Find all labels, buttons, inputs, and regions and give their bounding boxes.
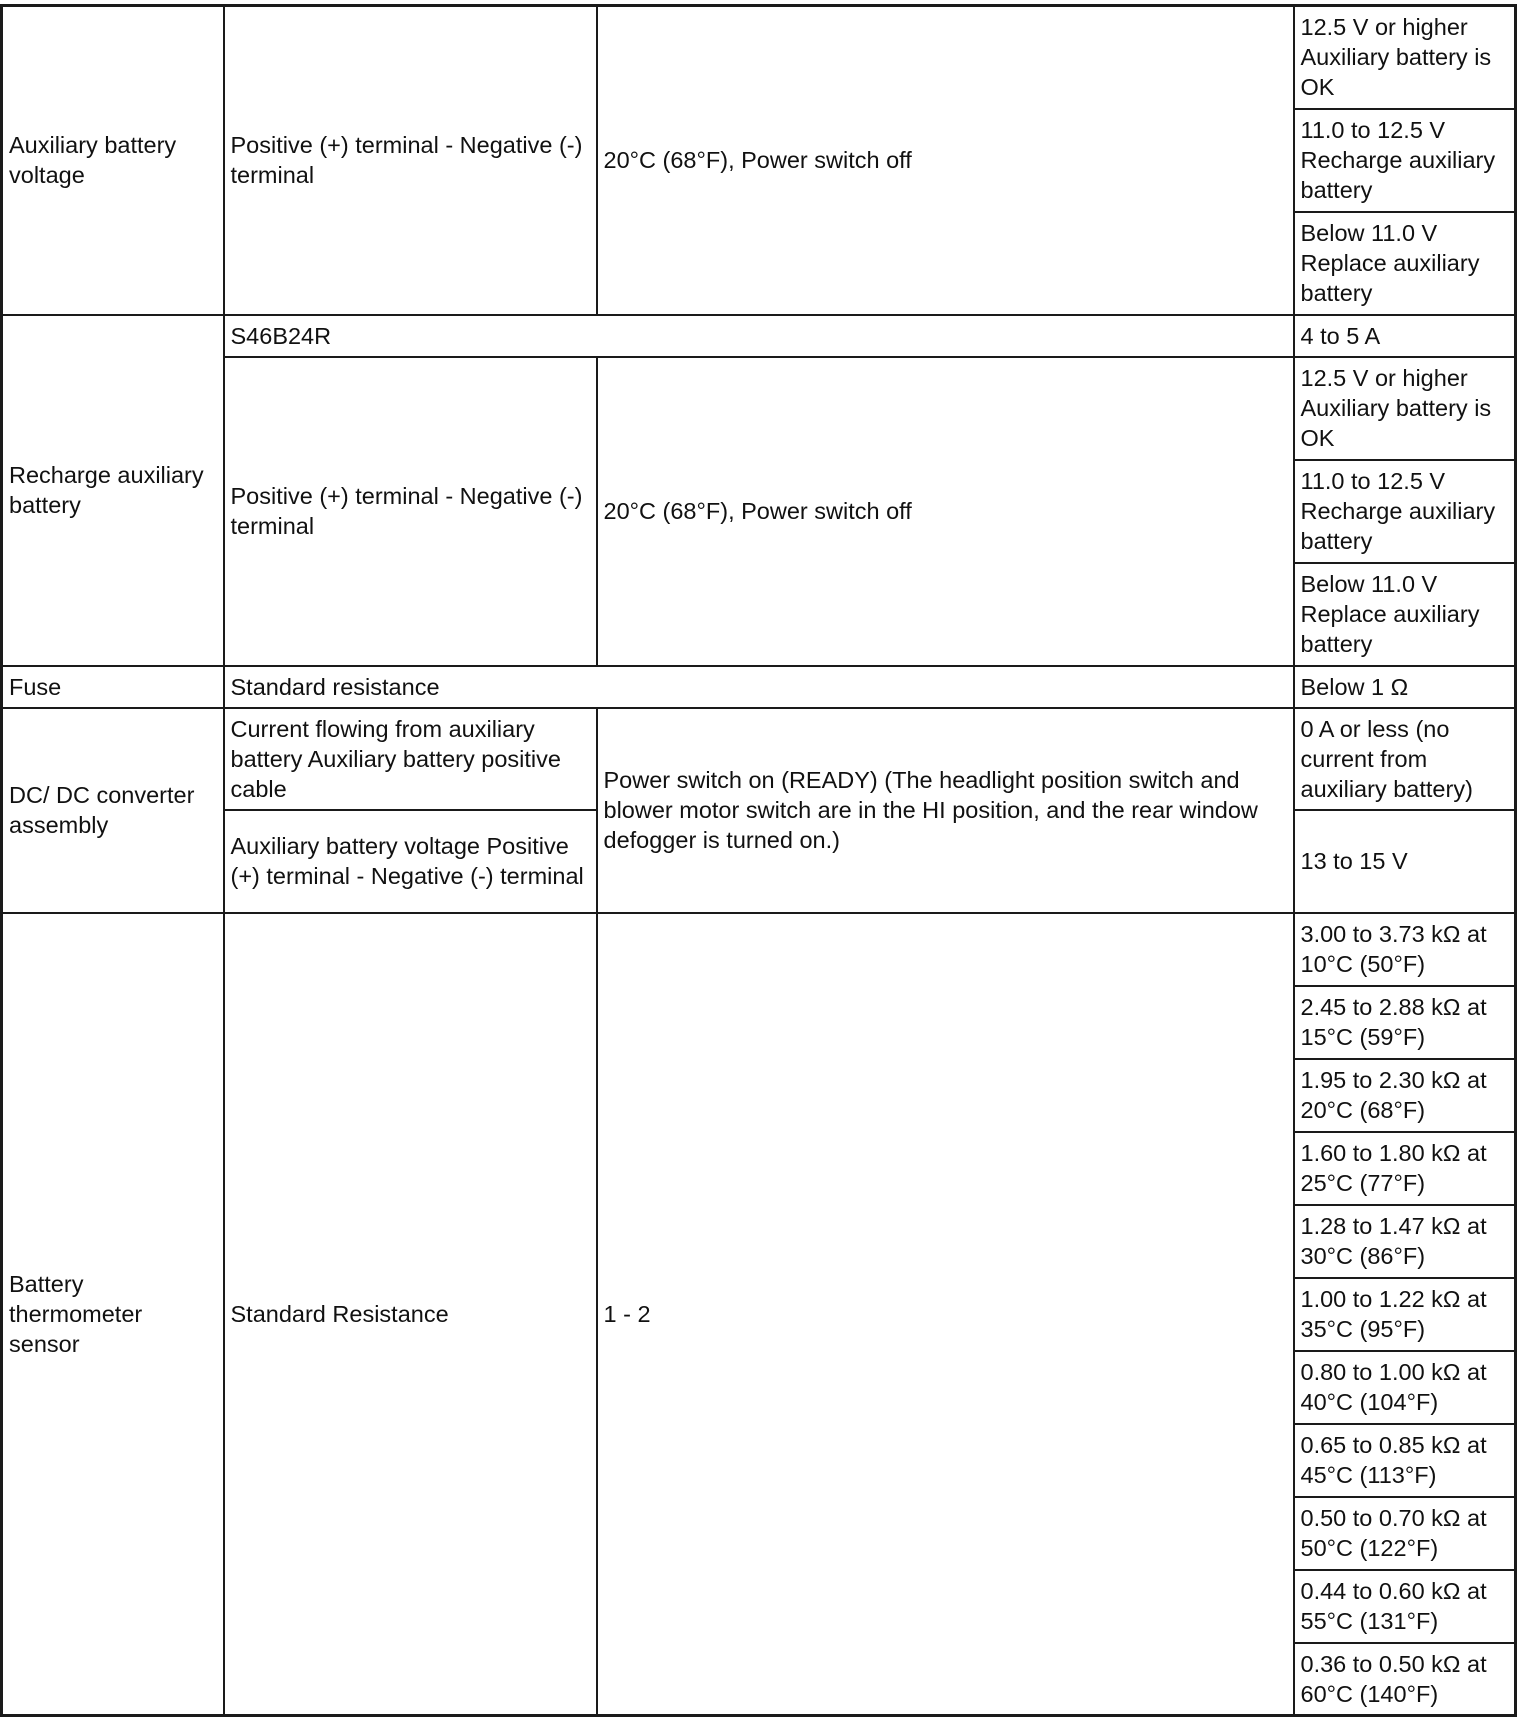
result-cell [1294,1278,1516,1351]
cell-text: 11.0 to 12.5 V Recharge auxiliary battery [1300,468,1496,554]
condition-cell [597,357,1294,666]
result-cell [1294,1570,1516,1643]
cell-text: 0.80 to 1.00 kΩ at 40°C (104°F) [1300,1359,1487,1415]
condition-cell [224,666,1294,708]
connection-cell [224,810,597,913]
connection-cell [224,357,597,666]
cell-text: 0.36 to 0.50 kΩ at 60°C (140°F) [1300,1650,1487,1707]
result-cell [1294,563,1516,666]
result-cell [1294,6,1516,109]
result-cell [1294,1424,1516,1497]
cell-text: 20°C (68°F), Power switch off [603,147,912,174]
model-cell [224,315,1294,357]
result-cell [1294,1643,1516,1716]
cell-text: 1.28 to 1.47 kΩ at 30°C (86°F) [1300,1213,1487,1269]
cell-text: 0.65 to 0.85 kΩ at 45°C (113°F) [1300,1432,1487,1488]
item-cell-fuse [2,666,224,708]
result-cell [1294,357,1516,460]
cell-text: Below 11.0 V Replace auxiliary battery [1300,220,1480,306]
result-cell [1294,212,1516,315]
item-cell-aux-voltage [2,6,224,315]
result-cell [1294,315,1516,357]
result-cell [1294,913,1516,986]
result-cell [1294,986,1516,1059]
cell-text: Positive (+) terminal - Negative (-) terminal [230,132,583,189]
cell-text: 12.5 V or higher Auxiliary battery is OK [1300,365,1492,451]
result-cell [1294,708,1516,810]
connection-cell [224,708,597,810]
cell-text: 11.0 to 12.5 V Recharge auxiliary battery [1300,117,1496,203]
cell-text: 20°C (68°F), Power switch off [603,498,912,524]
cell-text: 3.00 to 3.73 kΩ at 10°C (50°F) [1300,921,1487,977]
cell-text: Auxiliary battery voltage Positive (+) terminal - Negative (-) terminal [230,833,584,889]
cell-text: 1.00 to 1.22 kΩ at 35°C (95°F) [1300,1286,1487,1342]
result-cell [1294,1497,1516,1570]
cell-text: Current flowing from auxiliary battery Auxiliary battery positive cable [230,715,561,802]
result-cell [1294,109,1516,212]
condition-cell [597,913,1294,1716]
cell-text: 0 A or less (no current from auxiliary battery) [1300,715,1473,802]
cell-text: 1 - 2 [603,1300,651,1327]
cell-text: Battery thermometer sensor [9,1270,143,1357]
cell-text: Positive (+) terminal - Negative (-) terminal [230,483,583,539]
cell-text: 1.60 to 1.80 kΩ at 25°C (77°F) [1300,1140,1487,1196]
specification-table [0,4,1517,1717]
cell-text: Standard Resistance [230,1300,449,1327]
item-cell-recharge [2,315,224,666]
result-cell [1294,460,1516,563]
cell-text: Auxiliary battery voltage [9,132,177,189]
result-cell [1294,666,1516,708]
cell-text: Power switch on (READY) (The headlight position switch and blower motor switch are in the HI position, and the rear window defogger is turned on.) [603,767,1258,853]
cell-text: S46B24R [230,322,332,349]
cell-text: 4 to 5 A [1300,322,1381,349]
table-row [2,666,1516,708]
cell-text: Below 1 Ω [1300,673,1409,700]
condition-cell [597,708,1294,913]
connection-cell [224,913,597,1716]
table-row [2,913,1516,986]
cell-text: 13 to 15 V [1300,848,1408,874]
connection-cell [224,6,597,315]
cell-text: 0.44 to 0.60 kΩ at 55°C (131°F) [1300,1578,1487,1634]
table-row [2,315,1516,357]
item-cell-dcdc [2,708,224,913]
cell-text: 2.45 to 2.88 kΩ at 15°C (59°F) [1300,994,1487,1050]
result-cell [1294,1351,1516,1424]
table-row [2,6,1516,109]
table-row [2,357,1516,460]
cell-text: DC/ DC converter assembly [9,782,195,838]
result-cell [1294,1132,1516,1205]
cell-text: 0.50 to 0.70 kΩ at 50°C (122°F) [1300,1505,1487,1561]
cell-text: 1.95 to 2.30 kΩ at 20°C (68°F) [1300,1067,1487,1123]
cell-text: Fuse [9,673,62,700]
result-cell [1294,1205,1516,1278]
item-cell-thermo [2,913,224,1716]
result-cell [1294,1059,1516,1132]
table-row [2,708,1516,810]
cell-text: 12.5 V or higher Auxiliary battery is OK [1300,14,1492,101]
condition-cell [597,6,1294,315]
result-cell [1294,810,1516,913]
cell-text: Below 11.0 V Replace auxiliary battery [1300,571,1480,657]
cell-text: Standard resistance [230,673,440,700]
cell-text: Recharge auxiliary battery [9,462,204,518]
